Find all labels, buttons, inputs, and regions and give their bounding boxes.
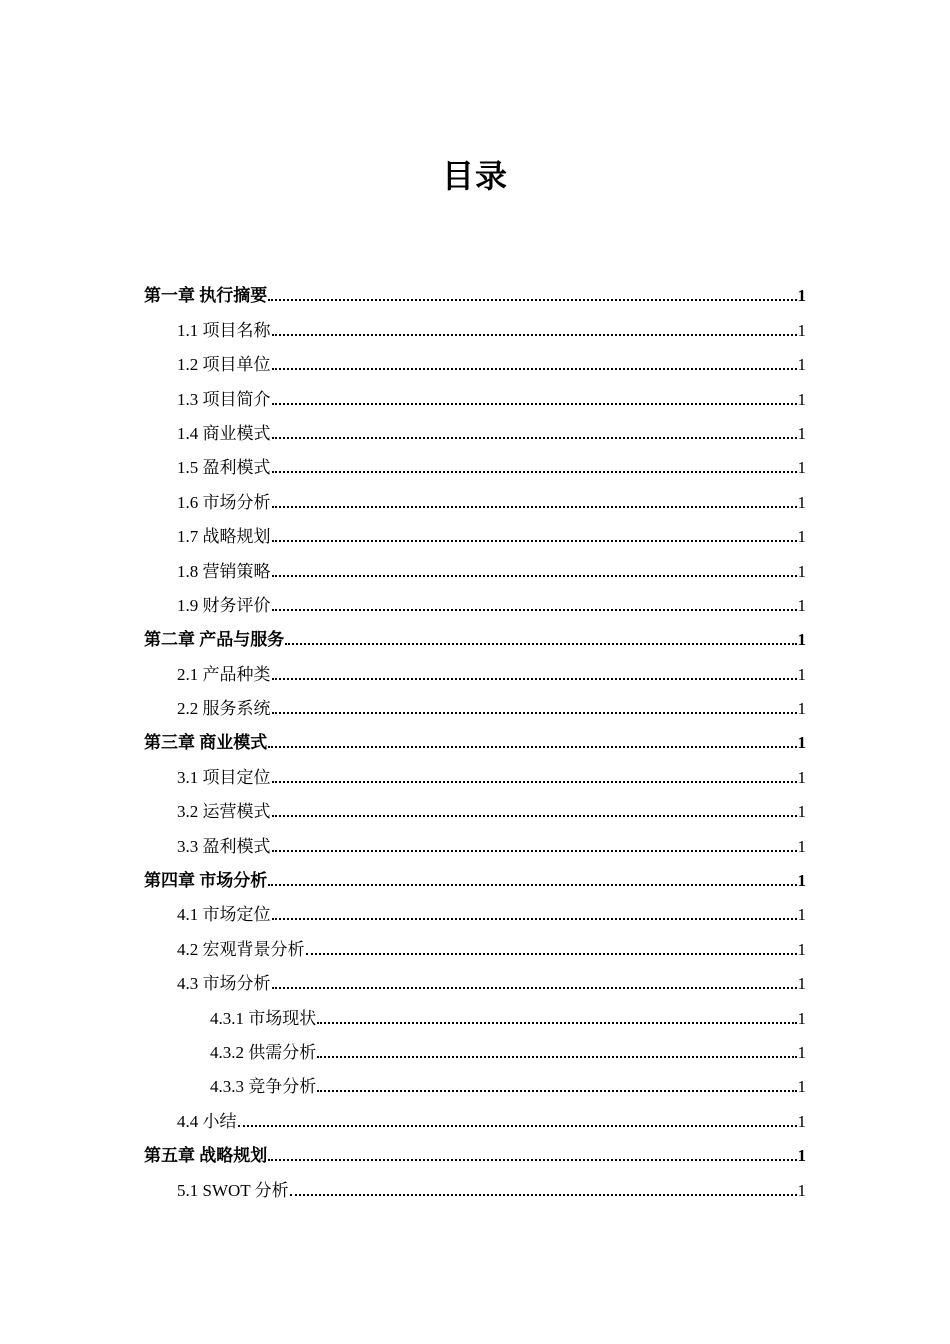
toc-page-number: 1 [797, 527, 806, 547]
toc-section-entry[interactable] [144, 376, 806, 410]
toc-dot-leader [272, 506, 797, 508]
toc-chapter-entry[interactable] [144, 1133, 806, 1167]
toc-dot-leader [272, 850, 797, 852]
toc-entry-label: 第五章 战略规划 [144, 1146, 268, 1166]
toc-entry-label: 第三章 商业模式 [144, 733, 268, 753]
toc-entry-label: 4.1 市场定位 [177, 905, 271, 925]
toc-entry-label: 4.4 小结 [177, 1111, 237, 1131]
toc-dot-leader [238, 1125, 797, 1127]
toc-entry-label: 3.1 项目定位 [177, 767, 271, 787]
toc-section-entry[interactable] [144, 926, 806, 960]
toc-section-entry[interactable] [144, 514, 806, 548]
toc-chapter-entry[interactable] [144, 858, 806, 892]
toc-entry-label: 1.2 项目单位 [177, 355, 271, 375]
toc-entry-label: 1.3 项目简介 [177, 389, 271, 409]
toc-section-entry[interactable] [144, 1167, 806, 1201]
toc-page-number: 1 [797, 836, 806, 856]
toc-page-number: 1 [797, 733, 806, 753]
toc-page-number: 1 [797, 664, 806, 684]
toc-page-number: 1 [797, 458, 806, 478]
toc-page-number: 1 [797, 1146, 806, 1166]
toc-dot-leader [272, 712, 797, 714]
toc-list [144, 273, 806, 1202]
toc-page-number: 1 [797, 871, 806, 891]
toc-entry-label: 1.8 营销策略 [177, 561, 271, 581]
toc-dot-leader [272, 403, 797, 405]
toc-entry-label: 第四章 市场分析 [144, 871, 268, 891]
toc-section-entry[interactable] [144, 995, 806, 1029]
toc-section-entry[interactable] [144, 583, 806, 617]
toc-chapter-entry[interactable] [144, 273, 806, 307]
toc-page-number: 1 [797, 561, 806, 581]
toc-entry-label: 1.7 战略规划 [177, 527, 271, 547]
toc-dot-leader [317, 1022, 796, 1024]
toc-page-number: 1 [797, 1111, 806, 1131]
toc-dot-leader [272, 678, 797, 680]
toc-page-number: 1 [797, 355, 806, 375]
toc-page-number: 1 [797, 905, 806, 925]
toc-entry-label: 1.4 商业模式 [177, 423, 271, 443]
toc-section-entry[interactable] [144, 651, 806, 685]
toc-section-entry[interactable] [144, 892, 806, 926]
toc-entry-label: 1.5 盈利模式 [177, 458, 271, 478]
toc-dot-leader [272, 987, 797, 989]
toc-page-number: 1 [797, 595, 806, 615]
toc-entry-label: 4.3.2 供需分析 [210, 1042, 317, 1062]
toc-section-entry[interactable] [144, 411, 806, 445]
toc-section-entry[interactable] [144, 1030, 806, 1064]
toc-page-number: 1 [797, 423, 806, 443]
toc-entry-label: 2.1 产品种类 [177, 664, 271, 684]
toc-page-number: 1 [797, 939, 806, 959]
toc-section-entry[interactable] [144, 789, 806, 823]
toc-dot-leader [272, 815, 797, 817]
toc-section-entry[interactable] [144, 548, 806, 582]
toc-page-number: 1 [797, 767, 806, 787]
toc-entry-label: 4.3 市场分析 [177, 974, 271, 994]
toc-entry-label: 3.3 盈利模式 [177, 836, 271, 856]
toc-entry-label: 5.1 SWOT 分析 [177, 1180, 289, 1200]
toc-page-number: 1 [797, 286, 806, 306]
toc-page-number: 1 [797, 389, 806, 409]
toc-page-number: 1 [797, 630, 806, 650]
toc-dot-leader [290, 1194, 797, 1196]
toc-entry-label: 第二章 产品与服务 [144, 630, 285, 650]
toc-dot-leader [268, 746, 796, 748]
toc-page-number: 1 [797, 320, 806, 340]
toc-page-number: 1 [797, 802, 806, 822]
toc-entry-label: 1.6 市场分析 [177, 492, 271, 512]
toc-section-entry[interactable] [144, 479, 806, 513]
toc-entry-label: 1.9 财务评价 [177, 595, 271, 615]
toc-dot-leader [272, 368, 797, 370]
toc-section-entry[interactable] [144, 686, 806, 720]
toc-page-number: 1 [797, 699, 806, 719]
toc-dot-leader [272, 334, 797, 336]
toc-section-entry[interactable] [144, 1064, 806, 1098]
toc-dot-leader [306, 953, 797, 955]
toc-page-number: 1 [797, 1180, 806, 1200]
toc-entry-label: 第一章 执行摘要 [144, 286, 268, 306]
toc-dot-leader [268, 884, 796, 886]
toc-chapter-entry[interactable] [144, 617, 806, 651]
toc-page-number: 1 [797, 974, 806, 994]
toc-dot-leader [272, 471, 797, 473]
toc-entry-label: 3.2 运营模式 [177, 802, 271, 822]
toc-dot-leader [272, 609, 797, 611]
toc-entry-label: 1.1 项目名称 [177, 320, 271, 340]
toc-title: 目录 [441, 157, 508, 195]
toc-dot-leader [317, 1090, 796, 1092]
toc-section-entry[interactable] [144, 342, 806, 376]
toc-entry-label: 4.2 宏观背景分析 [177, 939, 305, 959]
toc-dot-leader [272, 437, 797, 439]
toc-section-entry[interactable] [144, 307, 806, 341]
toc-entry-label: 4.3.1 市场现状 [210, 1008, 317, 1028]
toc-entry-label: 2.2 服务系统 [177, 699, 271, 719]
toc-section-entry[interactable] [144, 823, 806, 857]
toc-dot-leader [272, 540, 797, 542]
toc-section-entry[interactable] [144, 445, 806, 479]
toc-section-entry[interactable] [144, 1098, 806, 1132]
toc-page-number: 1 [797, 1077, 806, 1097]
toc-dot-leader [268, 1159, 796, 1161]
toc-dot-leader [268, 299, 796, 301]
toc-section-entry[interactable] [144, 961, 806, 995]
toc-section-entry[interactable] [144, 754, 806, 788]
toc-dot-leader [272, 918, 797, 920]
toc-entry-label: 4.3.3 竞争分析 [210, 1077, 317, 1097]
toc-page-number: 1 [797, 1042, 806, 1062]
toc-dot-leader [317, 1056, 796, 1058]
toc-dot-leader [272, 575, 797, 577]
toc-page-number: 1 [797, 1008, 806, 1028]
toc-dot-leader [272, 781, 797, 783]
toc-chapter-entry[interactable] [144, 720, 806, 754]
toc-page-number: 1 [797, 492, 806, 512]
toc-dot-leader [285, 643, 796, 645]
